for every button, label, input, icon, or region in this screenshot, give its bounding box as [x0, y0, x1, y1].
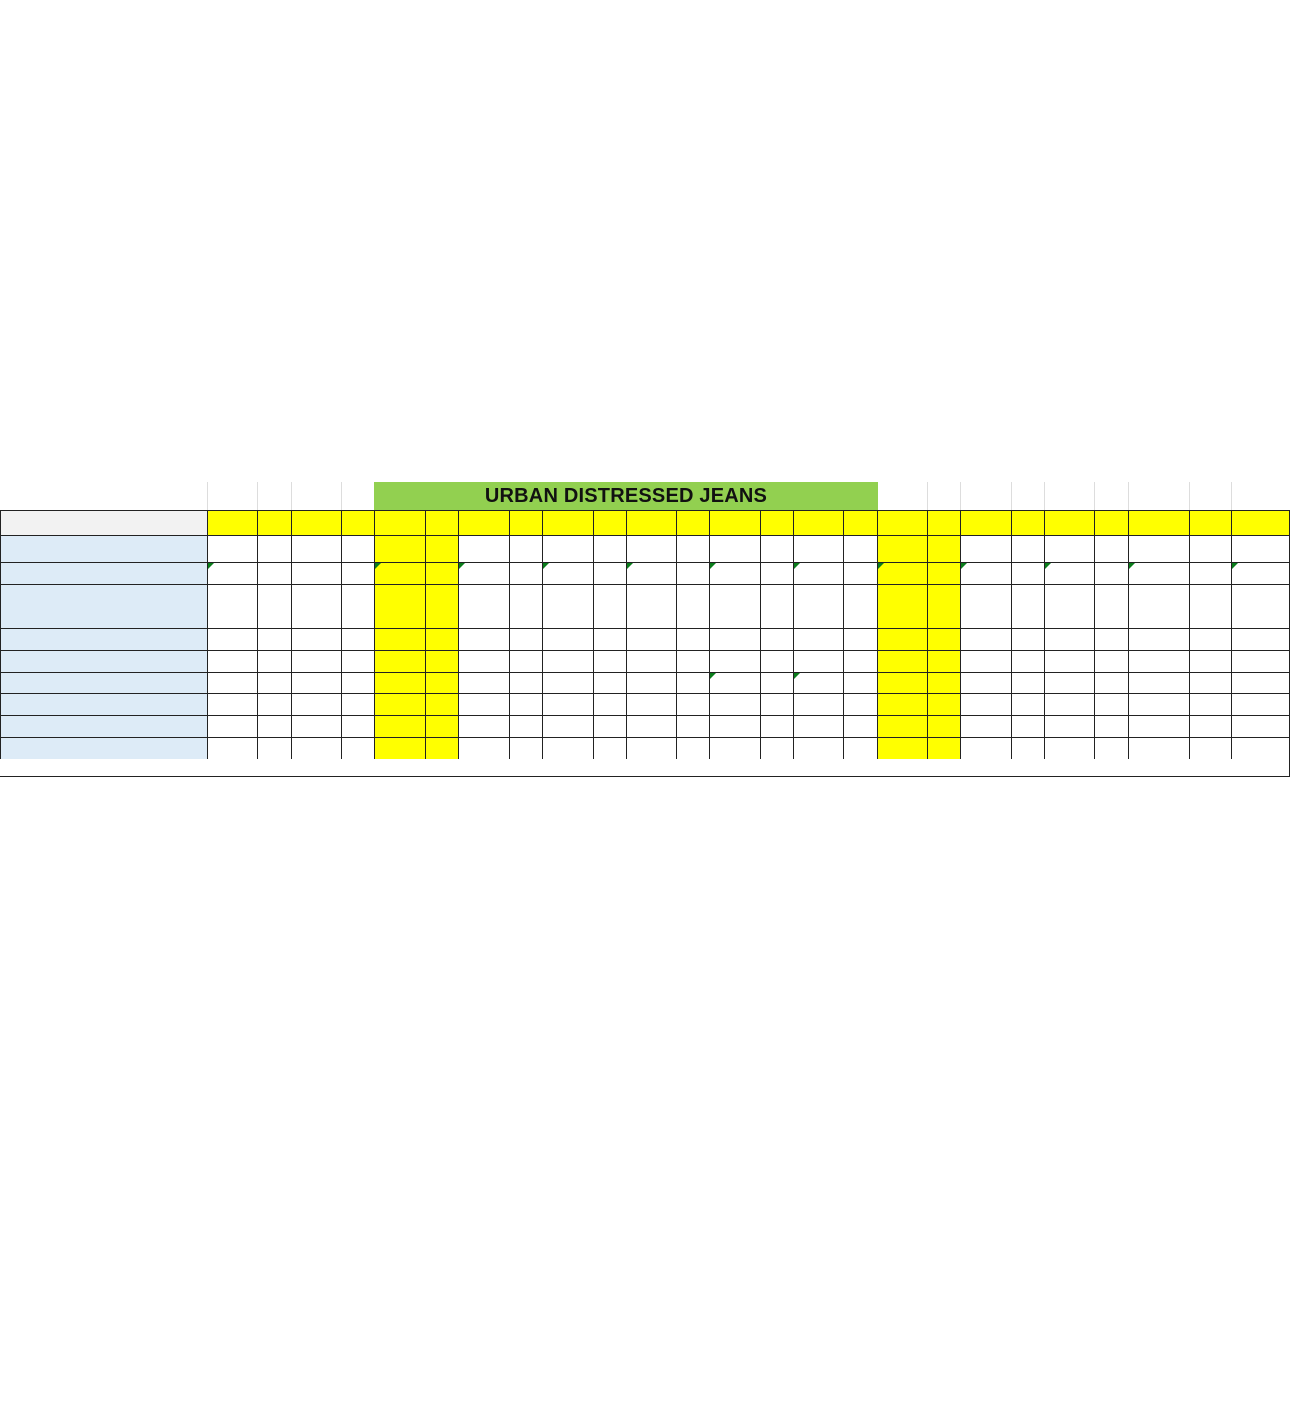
table-cell [291, 672, 374, 693]
comment-marker-icon [543, 563, 549, 569]
gridline [1094, 737, 1095, 759]
gridline [593, 562, 594, 584]
gridline [927, 562, 928, 584]
gridline [425, 535, 426, 562]
gridline [341, 510, 342, 535]
comment-marker-icon [627, 563, 633, 569]
title-row-gridline [960, 482, 961, 510]
gridline [843, 737, 844, 759]
gridline [676, 650, 677, 672]
gridline [593, 510, 594, 535]
table-cell [1128, 693, 1231, 715]
gridline [843, 715, 844, 737]
table-cell [626, 628, 709, 650]
gridline [1011, 628, 1012, 650]
comment-marker-icon [375, 563, 381, 569]
gridline [425, 672, 426, 693]
title-row-gridline [257, 482, 258, 510]
gridline [593, 693, 594, 715]
title-row-gridline [341, 482, 342, 510]
size-header-cell [793, 510, 877, 535]
comment-marker-icon [208, 563, 214, 569]
gridline [927, 510, 928, 535]
gridline [760, 562, 761, 584]
table-cell [877, 562, 960, 584]
gridline [341, 584, 342, 628]
comment-marker-icon [710, 673, 716, 679]
gridline [843, 672, 844, 693]
gridline [425, 715, 426, 737]
row-label [0, 672, 207, 693]
gridline [509, 584, 510, 628]
table-cell [877, 672, 960, 693]
gridline [509, 672, 510, 693]
gridline [1011, 715, 1012, 737]
size-header-cell [207, 510, 291, 535]
gridline [676, 693, 677, 715]
gridline [676, 672, 677, 693]
gridline [425, 628, 426, 650]
gridline [760, 672, 761, 693]
table-cell [793, 562, 877, 584]
gridline [257, 584, 258, 628]
gridline [760, 693, 761, 715]
title-row-gridline [1128, 482, 1129, 510]
table-cell [542, 737, 626, 759]
gridline [927, 715, 928, 737]
gridline [676, 715, 677, 737]
gridline [1094, 628, 1095, 650]
table-cell [626, 650, 709, 672]
table-cell [793, 535, 877, 562]
table-cell [1044, 535, 1128, 562]
table-cell [207, 650, 291, 672]
gridline [843, 584, 844, 628]
table-cell [1128, 562, 1231, 584]
gridline [1011, 584, 1012, 628]
gridline [1189, 535, 1190, 562]
table-cell [374, 535, 458, 562]
gridline [1011, 510, 1012, 535]
gridline [1189, 737, 1190, 759]
table-cell [1128, 535, 1231, 562]
row-label [0, 715, 207, 737]
row-label [0, 650, 207, 672]
gridline [509, 562, 510, 584]
gridline [509, 535, 510, 562]
table-cell [458, 562, 542, 584]
gridline [1094, 650, 1095, 672]
table-cell [1128, 737, 1231, 759]
row-label [0, 737, 207, 759]
table-cell [1231, 737, 1290, 759]
comment-marker-icon [794, 563, 800, 569]
table-cell [1044, 562, 1128, 584]
title-row-gridline [927, 482, 928, 510]
gridline [1011, 693, 1012, 715]
gridline [341, 628, 342, 650]
gridline [257, 672, 258, 693]
gridline [1189, 628, 1190, 650]
table-cell [1231, 672, 1290, 693]
gridline [760, 715, 761, 737]
row-label [0, 584, 207, 628]
gridline [1011, 672, 1012, 693]
table-cell [709, 584, 793, 628]
table-cell [877, 650, 960, 672]
table-cell [207, 737, 291, 759]
table-cell [458, 535, 542, 562]
table-cell [709, 562, 793, 584]
table-cell [207, 584, 291, 628]
table-cell [291, 628, 374, 650]
table-cell [207, 535, 291, 562]
gridline [509, 628, 510, 650]
size-header-cell [626, 510, 709, 535]
table-cell [877, 584, 960, 628]
table-cell [709, 650, 793, 672]
comment-marker-icon [1045, 563, 1051, 569]
title-row-gridline [291, 482, 292, 510]
gridline [1189, 584, 1190, 628]
gridline [257, 628, 258, 650]
gridline [1189, 562, 1190, 584]
size-header-cell [374, 510, 458, 535]
table-cell [458, 693, 542, 715]
table-cell [542, 584, 626, 628]
gridline [593, 650, 594, 672]
table-cell [374, 562, 458, 584]
table-cell [374, 584, 458, 628]
table-cell [1044, 693, 1128, 715]
table-cell [1231, 715, 1290, 737]
gridline [1011, 562, 1012, 584]
table-cell [626, 693, 709, 715]
gridline [843, 562, 844, 584]
table-cell [1128, 672, 1231, 693]
table-title: URBAN DISTRESSED JEANS [374, 482, 878, 510]
table-cell [793, 672, 877, 693]
table-cell [1044, 715, 1128, 737]
gridline [676, 562, 677, 584]
table-cell [207, 628, 291, 650]
gridline [1011, 535, 1012, 562]
table-cell [458, 737, 542, 759]
table-cell [1044, 584, 1128, 628]
table-cell [1044, 650, 1128, 672]
table-cell [1231, 535, 1290, 562]
title-row-gridline [207, 482, 208, 510]
gridline [843, 650, 844, 672]
table-cell [458, 584, 542, 628]
table-cell [960, 628, 1044, 650]
table-cell [207, 562, 291, 584]
gridline [760, 535, 761, 562]
gridline [341, 535, 342, 562]
gridline [1189, 715, 1190, 737]
gridline [676, 628, 677, 650]
table-cell [709, 628, 793, 650]
table-cell [877, 628, 960, 650]
gridline [1094, 535, 1095, 562]
gridline [760, 650, 761, 672]
gridline [593, 737, 594, 759]
table-cell [542, 672, 626, 693]
gridline [1189, 650, 1190, 672]
size-header-cell [1044, 510, 1128, 535]
row-label [0, 535, 207, 562]
table-cell [877, 693, 960, 715]
gridline [760, 628, 761, 650]
table-cell [542, 650, 626, 672]
gridline [1011, 650, 1012, 672]
table-cell [1044, 672, 1128, 693]
table-cell [960, 584, 1044, 628]
table-cell [626, 672, 709, 693]
gridline [509, 693, 510, 715]
table-cell [960, 562, 1044, 584]
row-label [0, 628, 207, 650]
table-cell [542, 535, 626, 562]
size-header-cell [1231, 510, 1290, 535]
gridline [1094, 510, 1095, 535]
table-cell [960, 737, 1044, 759]
table-cell [709, 715, 793, 737]
gridline [760, 737, 761, 759]
table-cell [1231, 628, 1290, 650]
title-row-gridline [1044, 482, 1045, 510]
table-cell [291, 562, 374, 584]
size-header-cell [877, 510, 960, 535]
table-cell [1231, 693, 1290, 715]
gridline [509, 650, 510, 672]
gridline [425, 737, 426, 759]
table-cell [458, 650, 542, 672]
gridline [257, 650, 258, 672]
title-row-gridline [1189, 482, 1190, 510]
table-cell [374, 693, 458, 715]
gridline [509, 737, 510, 759]
gridline [593, 535, 594, 562]
row-label [0, 693, 207, 715]
table-cell [458, 672, 542, 693]
table-cell [542, 562, 626, 584]
gridline [760, 584, 761, 628]
gridline [341, 693, 342, 715]
gridline [1094, 715, 1095, 737]
size-header-cell [1128, 510, 1231, 535]
comment-marker-icon [794, 673, 800, 679]
gridline [425, 693, 426, 715]
table-cell [626, 562, 709, 584]
gridline [1189, 510, 1190, 535]
gridline [676, 584, 677, 628]
gridline [1094, 693, 1095, 715]
gridline [1011, 737, 1012, 759]
gridline [425, 510, 426, 535]
table-cell [793, 693, 877, 715]
gridline [927, 693, 928, 715]
table-cell [1044, 737, 1128, 759]
table-cell [877, 535, 960, 562]
size-header-cell [458, 510, 542, 535]
table-cell [960, 650, 1044, 672]
table-cell [374, 737, 458, 759]
table-border [0, 776, 1290, 777]
gridline [1189, 693, 1190, 715]
gridline [593, 715, 594, 737]
table-cell [291, 715, 374, 737]
gridline [341, 715, 342, 737]
table-cell [626, 535, 709, 562]
table-cell [793, 715, 877, 737]
comment-marker-icon [1129, 563, 1135, 569]
gridline [257, 737, 258, 759]
table-cell [374, 650, 458, 672]
table-cell [1231, 584, 1290, 628]
gridline [257, 510, 258, 535]
table-cell [291, 693, 374, 715]
header-corner-cell [0, 510, 207, 535]
comment-marker-icon [1232, 563, 1238, 569]
gridline [257, 562, 258, 584]
table-cell [291, 737, 374, 759]
gridline [843, 510, 844, 535]
table-cell [1231, 650, 1290, 672]
gridline [341, 737, 342, 759]
gridline [1094, 584, 1095, 628]
table-cell [291, 650, 374, 672]
table-cell [1128, 650, 1231, 672]
table-cell [291, 535, 374, 562]
gridline [843, 693, 844, 715]
gridline [425, 584, 426, 628]
table-cell [458, 628, 542, 650]
gridline [1189, 672, 1190, 693]
table-cell [709, 535, 793, 562]
table-cell [1128, 628, 1231, 650]
gridline [1094, 672, 1095, 693]
comment-marker-icon [878, 563, 884, 569]
gridline [509, 715, 510, 737]
gridline [593, 628, 594, 650]
size-header-cell [542, 510, 626, 535]
size-header-cell [960, 510, 1044, 535]
size-header-cell [291, 510, 374, 535]
comment-marker-icon [961, 563, 967, 569]
table-cell [1044, 628, 1128, 650]
gridline [927, 535, 928, 562]
table-cell [1128, 715, 1231, 737]
table-cell [626, 737, 709, 759]
gridline [676, 535, 677, 562]
table-cell [542, 693, 626, 715]
table-cell [458, 715, 542, 737]
table-cell [374, 715, 458, 737]
table-cell [877, 737, 960, 759]
gridline [676, 510, 677, 535]
title-row-gridline [1011, 482, 1012, 510]
table-cell [374, 628, 458, 650]
gridline [927, 584, 928, 628]
gridline [676, 737, 677, 759]
table-cell [793, 584, 877, 628]
gridline [509, 510, 510, 535]
title-row-gridline [1094, 482, 1095, 510]
gridline [257, 715, 258, 737]
table-cell [960, 672, 1044, 693]
gridline [1094, 562, 1095, 584]
table-cell [960, 535, 1044, 562]
gridline [927, 672, 928, 693]
table-cell [709, 672, 793, 693]
gridline [927, 628, 928, 650]
size-header-cell [709, 510, 793, 535]
table-cell [1231, 562, 1290, 584]
row-label [0, 562, 207, 584]
table-cell [374, 672, 458, 693]
gridline [341, 562, 342, 584]
table-cell [291, 584, 374, 628]
gridline [341, 650, 342, 672]
table-cell [960, 715, 1044, 737]
table-cell [709, 737, 793, 759]
gridline [593, 672, 594, 693]
comment-marker-icon [710, 563, 716, 569]
table-cell [877, 715, 960, 737]
table-cell [207, 693, 291, 715]
gridline [843, 535, 844, 562]
gridline [341, 672, 342, 693]
gridline [425, 650, 426, 672]
gridline [927, 737, 928, 759]
table-cell [793, 650, 877, 672]
table-cell [207, 715, 291, 737]
table-cell [793, 628, 877, 650]
table-cell [626, 584, 709, 628]
table-cell [1128, 584, 1231, 628]
table-cell [542, 628, 626, 650]
gridline [760, 510, 761, 535]
size-chart-table [0, 482, 1290, 777]
gridline [257, 535, 258, 562]
table-cell [960, 693, 1044, 715]
comment-marker-icon [459, 563, 465, 569]
title-row-gridline [1231, 482, 1232, 510]
table-cell [542, 715, 626, 737]
table-cell [207, 672, 291, 693]
table-cell [709, 693, 793, 715]
gridline [593, 584, 594, 628]
gridline [257, 693, 258, 715]
table-cell [793, 737, 877, 759]
gridline [927, 650, 928, 672]
gridline [425, 562, 426, 584]
gridline [843, 628, 844, 650]
table-cell [626, 715, 709, 737]
